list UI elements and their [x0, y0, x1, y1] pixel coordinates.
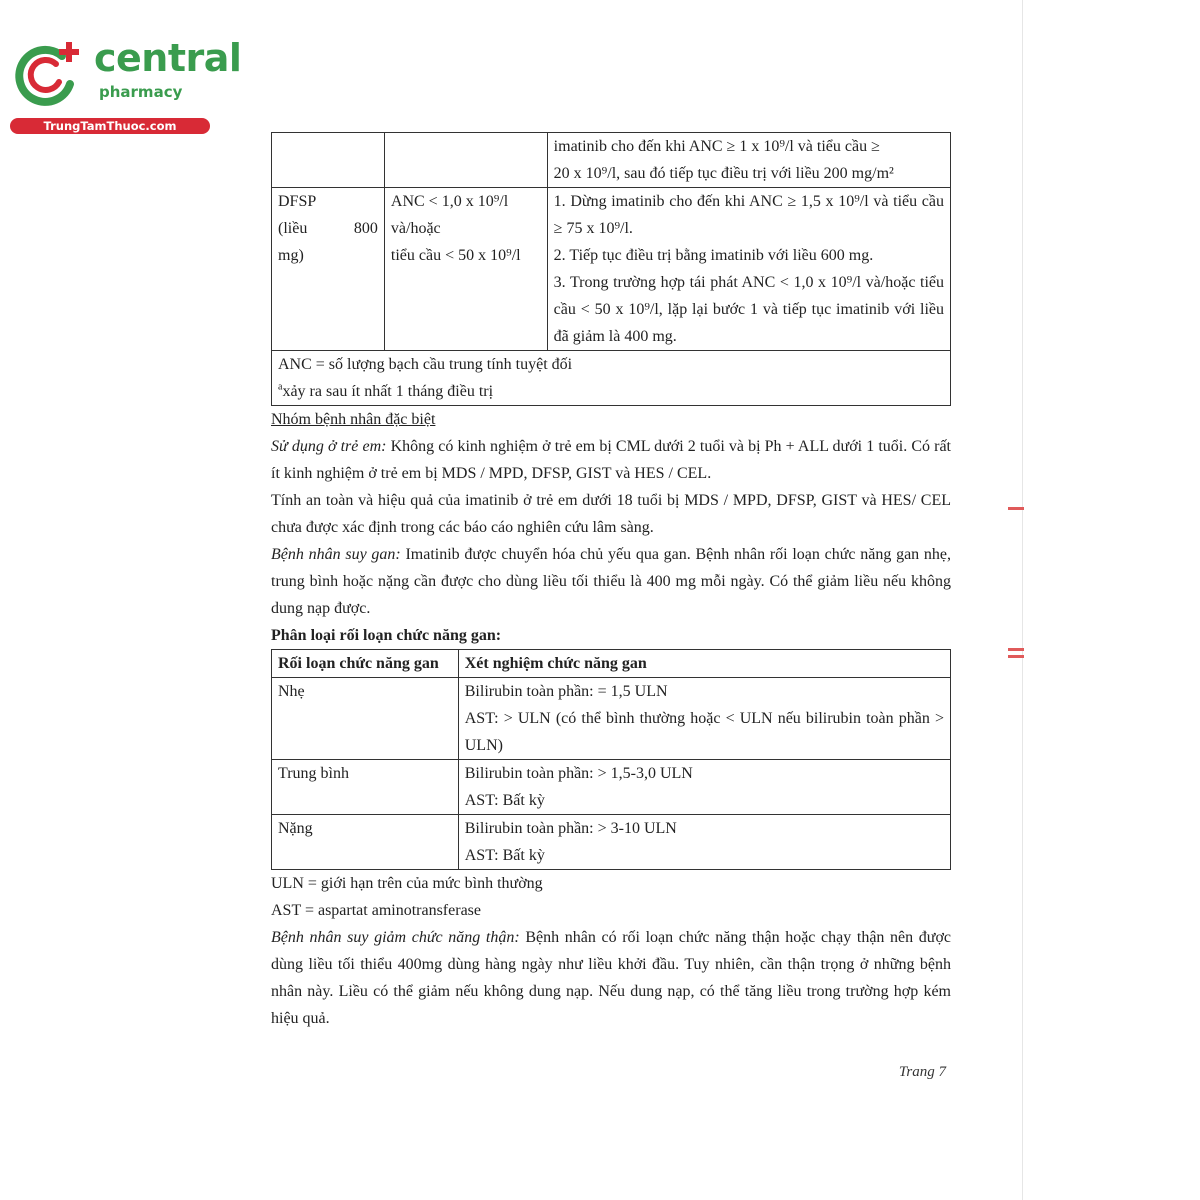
table-header-cell: Xét nghiệm chức năng gan — [458, 650, 950, 678]
liver-classification-table — [271, 649, 951, 870]
central-pharmacy-logo[interactable] — [10, 34, 242, 138]
table-row — [272, 760, 951, 815]
table-row — [272, 678, 951, 760]
logo-url-badge: TrungTamThuoc.com — [10, 118, 210, 134]
table-footnote: ANC = số lượng bạch cầu trung tính tuyệt đối — [278, 356, 573, 373]
logo-mark-icon — [10, 34, 90, 114]
table-footnote: $^a$xảy ra sau ít nhất 1 tháng điều trị — [278, 381, 494, 400]
table-row — [272, 188, 951, 351]
table-row — [272, 133, 951, 188]
table-cell-text: và/hoặc — [390, 220, 441, 237]
table-cell-text: Bilirubin toàn phần: = 1,5 ULN — [464, 683, 668, 700]
paragraph-safety: Tính an toàn và hiệu quả của imatinib ở trẻ em dưới 18 tuổi bị MDS / MPD, DFSP, GIST và HES/ CEL chưa được xác định trong các báo cáo nghiên cứu lâm sàng. — [271, 492, 951, 536]
table-cell-text: Bilirubin toàn phần: > 1,5-3,0 ULN — [464, 765, 693, 782]
table-header-row — [272, 650, 951, 678]
logo-name: central — [94, 36, 242, 80]
paragraph-liver: Bệnh nhân suy gan: Imatinib được chuyển hóa chủ yếu qua gan. Bệnh nhân rối loạn chức năng gan nhẹ, trung bình hoặc nặng cần được cho dùng liều tối thiểu là 400 mg mỗi ngày. Có thể giảm liều nếu không dung nạp được. — [271, 546, 952, 617]
edge-mark-bar — [1008, 648, 1024, 651]
table-cell-text: (liều 800 — [278, 220, 378, 237]
paragraph-kidney: Bệnh nhân suy giảm chức năng thận: Bệnh nhân có rối loạn chức năng thận hoặc chạy thận nên được dùng liều tối thiểu 400mg dùng hàng ngày như liều khởi đầu. Tuy nhiên, cần thận trọng ở những bệnh nhân này. Liều có thể giảm nếu không dung nạp. Nếu dung nạp, có thể tăng liều trong trường hợp kém hiệu quả. — [271, 929, 952, 1027]
note-ast: AST = aspartat aminotransferase — [271, 902, 481, 919]
edge-mark-bar — [1008, 507, 1024, 510]
table-cell-text: AST: > ULN (có thể bình thường hoặc < ULN nếu bilirubin toàn phần > ULN) — [464, 710, 944, 754]
dose-adjustment-table — [271, 132, 951, 406]
table-cell-text: mg) — [278, 247, 304, 264]
table-cell-text: ANC < 1,0 x 10⁹/l — [390, 193, 509, 210]
table-cell-text: 2. Tiếp tục điều trị bằng imatinib với liều 600 mg. — [553, 247, 874, 264]
table-footnote-row — [272, 351, 951, 406]
paper-edge — [1022, 0, 1200, 1200]
table-header-cell: Rối loạn chức năng gan — [272, 650, 459, 678]
section-heading: Nhóm bệnh nhân đặc biệt — [271, 411, 436, 428]
table-cell-text: 20 x 10⁹/l, sau đó tiếp tục điều trị với liều 200 mg/m² — [553, 165, 894, 182]
liver-table-title: Phân loại rối loạn chức năng gan: — [271, 627, 502, 644]
table-cell-text: Bilirubin toàn phần: > 3-10 ULN — [464, 820, 677, 837]
table-cell-text: DFSP — [278, 193, 317, 210]
edge-mark-bar — [1008, 655, 1024, 658]
table-cell-grade: Nhẹ — [272, 678, 459, 760]
page-number: Trang 7 — [898, 1064, 946, 1080]
table-cell-grade: Trung bình — [272, 760, 459, 815]
table-cell-text: 3. Trong trường hợp tái phát ANC < 1,0 x 10⁹/l và/hoặc tiểu cầu < 50 x 10⁹/l, lặp lại bước 1 và tiếp tục imatinib với liều đã giảm là 400 mg. — [553, 274, 944, 345]
document-body — [271, 132, 951, 1032]
table-cell-text: AST: Bất kỳ — [464, 792, 545, 809]
table-cell-grade: Nặng — [272, 815, 459, 870]
table-cell-text: tiểu cầu < 50 x 10⁹/l — [390, 247, 521, 264]
table-cell-text: imatinib cho đến khi ANC ≥ 1 x 10⁹/l và tiểu cầu ≥ — [553, 138, 880, 155]
paragraph-children: Sử dụng ở trẻ em: Không có kinh nghiệm ở trẻ em bị CML dưới 2 tuổi và bị Ph + ALL dưới 1 tuổi. Có rất ít kinh nghiệm ở trẻ em bị MDS / MPD, DFSP, GIST và HES / CEL. — [271, 438, 951, 482]
table-row — [272, 815, 951, 870]
table-cell-text: AST: Bất kỳ — [464, 847, 545, 864]
note-uln: ULN = giới hạn trên của mức bình thường — [271, 875, 543, 892]
table-cell-text: 1. Dừng imatinib cho đến khi ANC ≥ 1,5 x 10⁹/l và tiểu cầu ≥ 75 x 10⁹/l. — [553, 193, 944, 237]
logo-subtitle: pharmacy — [99, 83, 183, 101]
